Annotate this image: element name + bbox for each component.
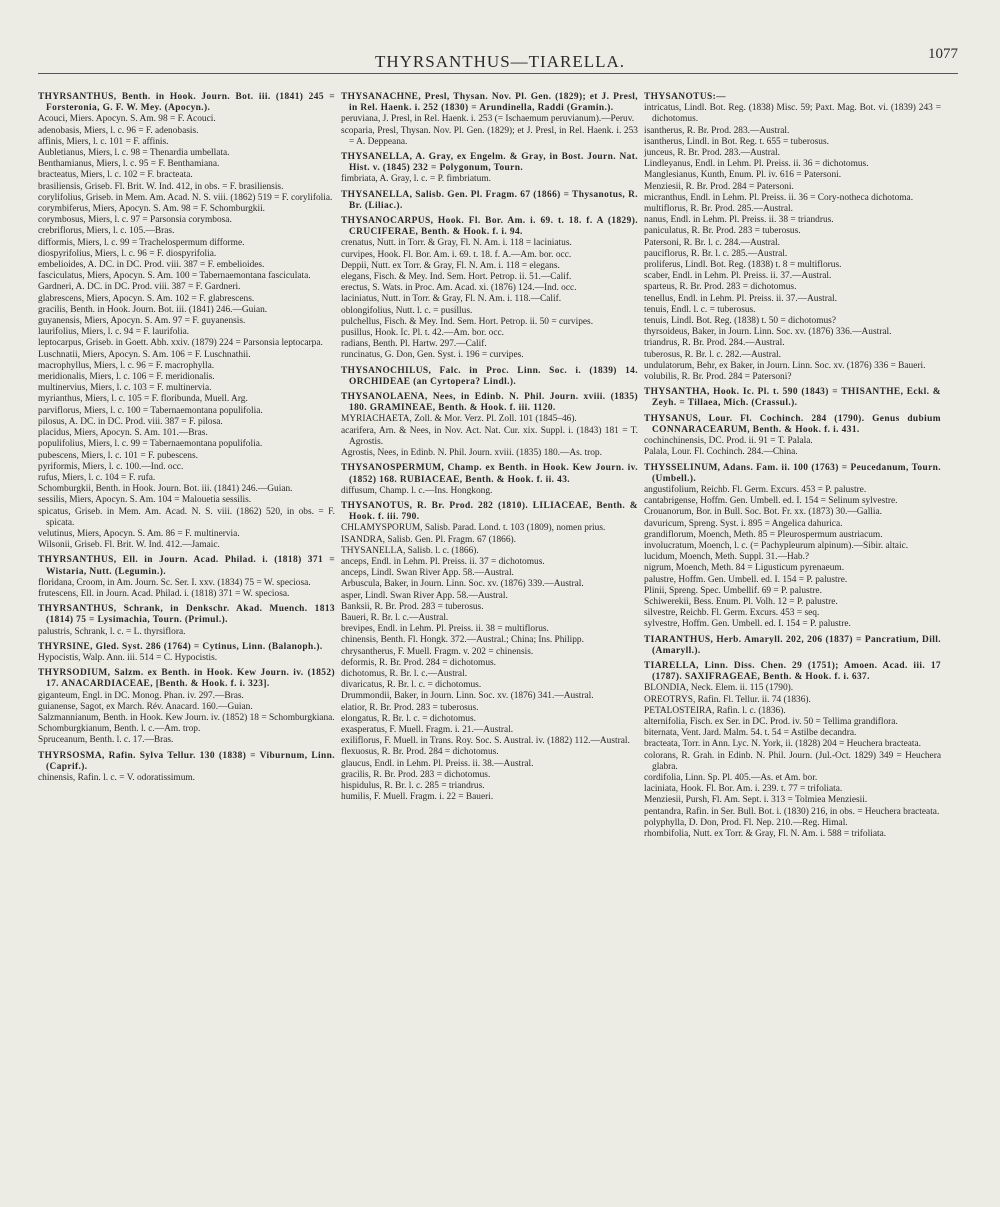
species-line: Manglesianus, Kunth, Enum. Pl. iv. 616 = Patersoni.: [644, 170, 842, 181]
species-line: Banksii, R. Br. Prod. 283 = tuberosus.: [341, 601, 484, 612]
species-line: intricatus, Lindl. Bot. Reg. (1838) Misc. 59; Paxt. Mag. Bot. vi. (1839) 243 = dichotomus.: [644, 103, 941, 125]
species-line: thyrsoideus, Baker, in Journ. Linn. Soc. xv. (1876) 336.—Austral.: [644, 327, 892, 338]
species-line: micranthus, Endl. in Lehm. Pl. Preiss. ii. 36 = Cory-notheca dichotoma.: [644, 192, 914, 203]
genus-heading: THYSANELLA, A. Gray, ex Engelm. & Gray, in Bost. Journ. Nat. Hist. v. (1845) 232 = Polygonum, Tourn.: [341, 152, 638, 174]
species-line: acarifera, Arn. & Nees, in Nov. Act. Nat. Cur. xix. Suppl. i. (1843) 181 = T. Agrostis.: [341, 425, 638, 447]
species-line: myrianthus, Miers, l. c. 105 = F. floribunda, Muell. Arg.: [38, 394, 248, 405]
species-line: proliferus, Lindl. Bot. Reg. (1838) t. 8 = multiflorus.: [644, 260, 842, 271]
species-line: affinis, Miers, l. c. 101 = F. affinis.: [38, 136, 169, 147]
species-line: cochinchinensis, DC. Prod. ii. 91 = T. Palala.: [644, 436, 813, 447]
species-line: Spruceanum, Benth. l. c. 17.—Bras.: [38, 735, 174, 746]
species-line: Menziesii, Pursh, Fl. Am. Sept. i. 313 = Tolmiea Menziesii.: [644, 795, 868, 806]
species-line: difformis, Miers, l. c. 99 = Trachelospermum difforme.: [38, 237, 245, 248]
species-line: grandiflorum, Moench, Meth. 85 = Pleurospermum austriacum.: [644, 529, 883, 540]
species-line: pulchellus, Fisch. & Mey. Ind. Sem. Hort. Petrop. ii. 50 = curvipes.: [341, 316, 594, 327]
species-line: diffusum, Champ. l. c.—Ins. Hongkong.: [341, 485, 493, 496]
species-line: laurifolius, Miers, l. c. 94 = F. laurifolia.: [38, 327, 190, 338]
species-line: asper, Lindl. Swan River App. 58.—Austral.: [341, 590, 508, 601]
species-line: multiflorus, R. Br. Prod. 285.—Austral.: [644, 204, 793, 215]
species-line: guianense, Sagot, ex March. Rév. Anacard. 160.—Guian.: [38, 701, 253, 712]
genus-entry: [38, 555, 335, 600]
species-line: angustifolium, Reichb. Fl. Germ. Excurs. 453 = P. palustre.: [644, 484, 867, 495]
genus-heading: THYRSANTHUS, Benth. in Hook. Journ. Bot. iii. (1841) 245 = Forsteronia, G. F. W. Mey. (Apocyn.).: [38, 92, 335, 114]
species-line: pilosus, A. DC. in DC. Prod. viii. 387 = F. pilosa.: [38, 416, 223, 427]
species-line: nigrum, Moench, Meth. 84 = Ligusticum pyrenaeum.: [644, 563, 845, 574]
species-line: populifolius, Miers, l. c. 99 = Tabernaemontana populifolia.: [38, 439, 263, 450]
species-line: deformis, R. Br. Prod. 284 = dichotomus.: [341, 657, 497, 668]
species-line: sparteus, R. Br. Prod. 283 = dichotomus.: [644, 282, 797, 293]
genus-heading: THYRSANTHUS, Ell. in Journ. Acad. Philad. i. (1818) 371 = Wistaria, Nutt. (Legumin.).: [38, 555, 335, 577]
species-line: junceus, R. Br. Prod. 283.—Austral.: [644, 148, 780, 159]
genus-entry: [38, 642, 335, 664]
genus-entry: [644, 92, 941, 383]
species-line: gracilis, Benth. in Hook. Journ. Bot. iii. (1841) 246.—Guian.: [38, 304, 268, 315]
species-line: placidus, Miers, Apocyn. S. Am. 101.—Bras.: [38, 428, 208, 439]
genus-heading: THYSANOLAENA, Nees, in Edinb. N. Phil. Journ. xviii. (1835) 180. GRAMINEAE, Benth. & Hook. f. iii. 1120.: [341, 392, 638, 414]
species-line: sylvestre, Hoffm. Gen. Umbell. ed. I. 154 = P. palustre.: [644, 619, 851, 630]
species-line: scaber, Endl. in Lehm. Pl. Preiss. ii. 37.—Austral.: [644, 271, 832, 282]
genus-heading: THYSANTHA, Hook. Ic. Pl. t. 590 (1843) = THISANTHE, Eckl. & Zeyh. = Tillaea, Mich. (Crassul.).: [644, 387, 941, 409]
species-line: OREOTRYS, Rafin. Fl. Tellur. ii. 74 (1836).: [644, 694, 811, 705]
species-line: palustris, Schrank, l. c. = L. thyrsiflora.: [38, 626, 186, 637]
column-2: [341, 92, 638, 1197]
species-line: elegans, Fisch. & Mey. Ind. Sem. Hort. Petrop. ii. 51.—Calif.: [341, 272, 572, 283]
genus-heading: THYRSINE, Gled. Syst. 286 (1764) = Cytinus, Linn. (Balanoph.).: [38, 641, 323, 652]
genus-heading: THYSANOSPERMUM, Champ. ex Benth. in Hook. Kew Journ. iv. (1852) 168. RUBIACEAE, Benth. & Hook. f. ii. 43.: [341, 463, 638, 485]
species-line: parviflorus, Miers, l. c. 100 = Tabernaemontana populifolia.: [38, 405, 263, 416]
species-line: paniculatus, R. Br. Prod. 283 = tuberosus.: [644, 226, 801, 237]
genus-heading: THYSANACHNE, Presl, Thysan. Nov. Pl. Gen. (1829); et J. Presl, in Rel. Haenk. i. 252 (1830) = Arundinella, Raddi (Gramin.).: [341, 92, 638, 114]
genus-entry: [341, 92, 638, 148]
species-line: BLONDIA, Neck. Elem. ii. 115 (1790).: [644, 683, 794, 694]
species-line: rhombifolia, Nutt. ex Torr. & Gray, Fl. N. Am. i. 588 = trifoliata.: [644, 829, 887, 839]
species-line: Crouanorum, Bor. in Bull. Soc. Bot. Fr. xx. (1873) 30.—Gallia.: [644, 507, 883, 518]
species-line: laciniata, Hook. Fl. Bor. Am. i. 239. t. 77 = trifoliata.: [644, 784, 843, 795]
species-line: elatior, R. Br. Prod. 283 = tuberosus.: [341, 702, 479, 713]
species-line: crebriflorus, Miers, l. c. 105.—Bras.: [38, 226, 175, 237]
species-line: oblongifolius, Nutt. l. c. = pusillus.: [341, 305, 473, 316]
species-line: tuberosus, R. Br. l. c. 282.—Austral.: [644, 349, 781, 360]
genus-entry: [38, 668, 335, 746]
species-line: alternifolia, Fisch. ex Ser. in DC. Prod. iv. 50 = Tellima grandiflora.: [644, 716, 898, 727]
species-line: meridionalis, Miers, l. c. 106 = F. meridionalis.: [38, 372, 215, 383]
species-line: peruviana, J. Presl, in Rel. Haenk. i. 253 (= Ischaemum peruvianum).—Peruv.: [341, 114, 635, 125]
species-line: involucratum, Moench, l. c. (= Pachypleurum alpinum).—Sibir. altaic.: [644, 540, 909, 551]
species-line: tenuis, Endl. l. c. = tuberosus.: [644, 304, 756, 315]
species-line: Agrostis, Nees, in Edinb. N. Phil. Journ. xviii. (1835) 180.—As. trop.: [341, 448, 602, 459]
species-line: brasiliensis, Griseb. Fl. Brit. W. Ind. 412, in obs. = F. brasiliensis.: [38, 181, 284, 192]
species-line: Palala, Lour. Fl. Cochinch. 284.—China.: [644, 447, 798, 458]
species-line: leptocarpus, Griseb. in Goett. Abh. xxiv. (1879) 224 = Parsonsia leptocarpa.: [38, 338, 323, 349]
text-columns: [38, 92, 958, 1197]
genus-entry: [341, 190, 638, 212]
genus-entry: [38, 92, 335, 551]
species-line: erectus, S. Wats. in Proc. Am. Acad. xi. (1876) 124.—Ind. occ.: [341, 283, 577, 294]
species-line: Arbuscula, Baker, in Journ. Linn. Soc. xv. (1876) 339.—Austral.: [341, 579, 584, 590]
species-line: biternata, Vent. Jard. Malm. 54. t. 54 = Astilbe decandra.: [644, 728, 857, 739]
species-line: diospyrifolius, Miers, l. c. 96 = F. diospyrifolia.: [38, 248, 217, 259]
species-line: chinensis, Rafin. l. c. = V. odoratissimum.: [38, 772, 196, 783]
species-line: palustre, Hoffm. Gen. Umbell. ed. I. 154 = P. palustre.: [644, 574, 848, 585]
species-line: guyanensis, Miers, Apocyn. S. Am. 97 = F. guyanensis.: [38, 316, 246, 327]
species-line: macrophyllus, Miers, l. c. 96 = F. macrophylla.: [38, 360, 215, 371]
species-line: Schiwerekii, Bess. Enum. Pl. Volh. 12 = P. palustre.: [644, 596, 838, 607]
species-line: CHLAMYSPORUM, Salisb. Parad. Lond. t. 103 (1809), nomen prius.: [341, 523, 606, 534]
species-line: polyphylla, D. Don, Prod. Fl. Nep. 210.—Reg. Himal.: [644, 817, 848, 828]
genus-entry: [341, 152, 638, 186]
species-line: MYRIACHAETA, Zoll. & Mor. Verz. Pl. Zoll. 101 (1845–46).: [341, 414, 577, 425]
genus-entry: [644, 463, 941, 631]
genus-heading: TIARANTHUS, Herb. Amaryll. 202, 206 (1837) = Pancratium, Dill. (Amaryll.).: [644, 634, 941, 656]
genus-heading: THYRSODIUM, Salzm. ex Benth. in Hook. Kew Journ. iv. (1852) 17. ANACARDIACEAE, [Benth. & Hook. f. i. 323].: [38, 668, 335, 690]
species-line: Salzmannianum, Benth. in Hook. Kew Journ. iv. (1852) 18 = Schomburgkiana.: [38, 712, 335, 723]
species-line: pusillus, Hook. Ic. Pl. t. 42.—Am. bor. occ.: [341, 328, 505, 339]
species-line: pyriformis, Miers, l. c. 100.—Ind. occ.: [38, 461, 184, 472]
species-line: Lindleyanus, Endl. in Lehm. Pl. Preiss. ii. 36 = dichotomus.: [644, 159, 869, 170]
species-line: colorans, R. Grah. in Edinb. N. Phil. Journ. (Jul.-Oct. 1829) 349 = Heuchera glabra.: [644, 750, 941, 772]
species-line: Gardneri, A. DC. in DC. Prod. viii. 387 = F. Gardneri.: [38, 282, 241, 293]
species-line: bracteatus, Miers, l. c. 102 = F. bracteata.: [38, 170, 193, 181]
species-line: Wilsonii, Griseb. Fl. Brit. W. Ind. 412.—Jamaic.: [38, 540, 220, 551]
genus-heading: THYSANOTUS:—: [644, 92, 726, 102]
species-line: brevipes, Endl. in Lehm. Pl. Preiss. ii. 38 = multiflorus.: [341, 624, 549, 635]
species-line: anceps, Endl. in Lehm. Pl. Preiss. ii. 37 = dichotomus.: [341, 556, 545, 567]
species-line: elongatus, R. Br. l. c. = dichotomus.: [341, 713, 476, 724]
genus-heading: THYRSOSMA, Rafin. Sylva Tellur. 130 (1838) = Viburnum, Linn. (Caprif.).: [38, 750, 335, 772]
genus-heading: THYSSELINUM, Adans. Fam. ii. 100 (1763) = Peucedanum, Tourn. (Umbell.).: [644, 462, 941, 484]
species-line: chrysantherus, F. Muell. Fragm. v. 202 = chinensis.: [341, 646, 534, 657]
page-number: 1077: [928, 46, 958, 62]
species-line: corymbosus, Miers, l. c. 97 = Parsonsia corymbosa.: [38, 215, 232, 226]
genus-entry: [341, 216, 638, 362]
genus-entry: [644, 635, 941, 657]
species-line: Baueri, R. Br. l. c.—Austral.: [341, 612, 449, 623]
species-line: pauciflorus, R. Br. l. c. 285.—Austral.: [644, 248, 788, 259]
genus-heading: THYRSANTHUS, Schrank, in Denkschr. Akad. Muench. 1813 (1814) 75 = Lysimachia, Tourn. (Primul.).: [38, 604, 335, 626]
genus-entry: [644, 414, 941, 459]
species-line: fimbriata, A. Gray, l. c. = P. fimbriatum.: [341, 174, 491, 185]
genus-entry: [341, 366, 638, 388]
species-line: davuricum, Spreng. Syst. i. 895 = Angelica dahurica.: [644, 518, 843, 529]
species-line: spicatus, Griseb. in Mem. Am. Acad. N. S. viii. (1862) 520, in obs. = F. spicata.: [38, 506, 335, 528]
genus-entry: [341, 463, 638, 497]
genus-entry: [341, 392, 638, 459]
species-line: frutescens, Ell. in Journ. Acad. Philad. i. (1818) 371 = W. speciosa.: [38, 588, 290, 599]
genus-heading: THYSANUS, Lour. Fl. Cochinch. 284 (1790). Genus dubium CONNARACEARUM, Benth. & Hook. f. i. 431.: [644, 413, 941, 435]
species-line: undulatorum, Behr, ex Baker, in Journ. Linn. Soc. xv. (1876) 336 = Baueri.: [644, 360, 926, 371]
species-line: curvipes, Hook. Fl. Bor. Am. i. 69. t. 18. f. A.—Am. bor. occ.: [341, 249, 572, 260]
species-line: Aubletianus, Miers, l. c. 98 = Thenardia umbellata.: [38, 148, 230, 159]
species-line: pubescens, Miers, l. c. 101 = F. pubescens.: [38, 450, 198, 461]
species-line: rufus, Miers, l. c. 104 = F. rufa.: [38, 472, 156, 483]
species-line: chinensis, Benth. Fl. Hongk. 372.—Austral.; China; Ins. Philipp.: [341, 635, 584, 646]
genus-heading: THYSANOCHILUS, Falc. in Proc. Linn. Soc. i. (1839) 14. ORCHIDEAE (an Cyrtopera? Lindl.).: [341, 365, 638, 387]
species-line: volubilis, R. Br. Prod. 284 = Patersoni?: [644, 372, 792, 383]
species-line: tenuis, Lindl. Bot. Reg. (1838) t. 50 = dichotomus?: [644, 316, 836, 327]
species-line: bracteata, Torr. in Ann. Lyc. N. York, ii. (1828) 204 = Heuchera bracteata.: [644, 739, 922, 750]
species-line: Benthamianus, Miers, l. c. 95 = F. Benthamiana.: [38, 159, 220, 170]
species-line: silvestre, Reichb. Fl. Germ. Excurs. 453 = seq.: [644, 608, 820, 619]
species-line: Patersoni, R. Br. l. c. 284.—Austral.: [644, 237, 780, 248]
column-1: [38, 92, 335, 1197]
species-line: corymbiferus, Miers, Apocyn. S. Am. 98 = F. Schomburgkii.: [38, 204, 266, 215]
species-line: Menziesii, R. Br. Prod. 284 = Patersoni.: [644, 181, 794, 192]
genus-entry: [38, 751, 335, 785]
species-line: scoparia, Presl, Thysan. Nov. Pl. Gen. (1829); et J. Presl, in Rel. Haenk. i. 253 = A. Deppeana.: [341, 125, 638, 147]
species-line: nanus, Endl. in Lehm. Pl. Preiss. ii. 38 = triandrus.: [644, 215, 834, 226]
species-line: radians, Benth. Pl. Hartw. 297.—Calif.: [341, 339, 487, 350]
species-line: exiliflorus, F. Muell. in Trans. Roy. Soc. S. Austral. iv. (1882) 112.—Austral.: [341, 736, 630, 747]
species-line: isantherus, R. Br. Prod. 283.—Austral.: [644, 125, 790, 136]
species-line: floridana, Croom, in Am. Journ. Sc. Ser. I. xxv. (1834) 75 = W. speciosa.: [38, 577, 311, 588]
species-line: Drummondii, Baker, in Journ. Linn. Soc. xv. (1876) 341.—Austral.: [341, 691, 594, 702]
species-line: Luschnatii, Miers, Apocyn. S. Am. 106 = F. Luschnathii.: [38, 349, 251, 360]
species-line: dichotomus, R. Br. l. c.—Austral.: [341, 668, 468, 679]
species-line: velutinus, Miers, Apocyn. S. Am. 86 = F. multinervia.: [38, 528, 240, 539]
species-line: laciniatus, Nutt. in Torr. & Gray, Fl. N. Am. i. 118.—Calif.: [341, 294, 562, 305]
species-line: gracilis, R. Br. Prod. 283 = dichotomus.: [341, 769, 491, 780]
species-line: Deppii, Nutt. ex Torr. & Gray, Fl. N. Am. i. 118 = elegans.: [341, 260, 560, 271]
species-line: glaucus, Endl. in Lehm. Pl. Preiss. ii. 38.—Austral.: [341, 758, 534, 769]
header-rule: [38, 73, 958, 74]
genus-entry: [644, 387, 941, 409]
species-line: glabrescens, Miers, Apocyn. S. Am. 102 = F. glabrescens.: [38, 293, 255, 304]
species-line: Schomburgkianum, Benth. l. c.—Am. trop.: [38, 724, 201, 735]
species-line: Hypocistis, Walp. Ann. iii. 514 = C. Hypocistis.: [38, 652, 218, 663]
species-line: runcinatus, G. Don, Gen. Syst. i. 196 = curvipes.: [341, 350, 524, 361]
genus-heading: TIARELLA, Linn. Diss. Chen. 29 (1751); Amoen. Acad. iii. 17 (1787). SAXIFRAGEAE, Benth. & Hook. f. i. 637.: [644, 660, 941, 683]
running-title: THYRSANTHUS—TIARELLA.: [374, 52, 626, 71]
species-line: THYSANELLA, Salisb. l. c. (1866).: [341, 545, 479, 556]
species-line: giganteum, Engl. in DC. Monog. Phan. iv. 297.—Bras.: [38, 690, 244, 701]
species-line: exasperatus, F. Muell. Fragm. i. 21.—Austral.: [341, 724, 514, 735]
species-line: triandrus, R. Br. Prod. 284.—Austral.: [644, 338, 785, 349]
genus-entry: [341, 501, 638, 803]
species-line: corylifolius, Griseb. in Mem. Am. Acad. N. S. viii. (1862) 519 = F. corylifolia.: [38, 192, 333, 203]
species-line: anceps, Lindl. Swan River App. 58.—Austral.: [341, 568, 514, 579]
species-line: Acouci, Miers. Apocyn. S. Am. 98 = F. Acouci.: [38, 114, 216, 125]
species-line: tenellus, Endl. in Lehm. Pl. Preiss. ii. 37.—Austral.: [644, 293, 837, 304]
genus-entry: [644, 661, 941, 840]
column-3: [644, 92, 941, 1197]
species-line: lucidum, Moench, Meth. Suppl. 31.—Hab.?: [644, 552, 810, 563]
genus-heading: THYSANELLA, Salisb. Gen. Pl. Fragm. 67 (1866) = Thysanotus, R. Br. (Liliac.).: [341, 189, 638, 211]
species-line: divaricatus, R. Br. l. c. = dichotomus.: [341, 680, 482, 691]
species-line: cordifolia, Linn. Sp. Pl. 405.—As. et Am. bor.: [644, 772, 818, 783]
species-line: isantherus, Lindl. in Bot. Reg. t. 655 = tuberosus.: [644, 136, 829, 147]
species-line: PETALOSTEIRA, Rafin. l. c. (1836).: [644, 705, 786, 716]
species-line: sessilis, Miers, Apocyn. S. Am. 104 = Malouetia sessilis.: [38, 495, 252, 506]
page-header: [0, 38, 1000, 78]
species-line: adenobasis, Miers, l. c. 96 = F. adenobasis.: [38, 125, 199, 136]
genus-heading: THYSANOCARPUS, Hook. Fl. Bor. Am. i. 69. t. 18. f. A (1829). CRUCIFERAE, Benth. & Hook. f. i. 94.: [341, 216, 638, 238]
species-line: humilis, F. Muell. Fragm. i. 22 = Baueri.: [341, 792, 494, 803]
species-line: embelioides, A. DC. in DC. Prod. viii. 387 = F. embelioides.: [38, 260, 265, 271]
species-line: flexuosus, R. Br. Prod. 284 = dichotomus.: [341, 747, 499, 758]
genus-entry: [38, 604, 335, 638]
species-line: Schomburgkii, Benth. in Hook. Journ. Bot. iii. (1841) 246.—Guian.: [38, 484, 293, 495]
species-line: crenatus, Nutt. in Torr. & Gray, Fl. N. Am. i. 118 = laciniatus.: [341, 238, 572, 249]
species-line: fasciculatus, Miers, Apocyn. S. Am. 100 = Tabernaemontana fasciculata.: [38, 271, 311, 282]
species-line: multinervius, Miers, l. c. 103 = F. multinervia.: [38, 383, 212, 394]
species-line: cantabrigense, Hoffm. Gen. Umbell. ed. I. 154 = Selinum sylvestre.: [644, 496, 898, 507]
genus-heading: THYSANOTUS, R. Br. Prod. 282 (1810). LILIACEAE, Benth. & Hook. f. iii. 790.: [341, 500, 638, 523]
species-line: hispidulus, R. Br. l. c. 285 = triandrus.: [341, 780, 485, 791]
species-line: Plinii, Spreng. Spec. Umbellif. 69 = P. palustre.: [644, 585, 822, 596]
species-line: ISANDRA, Salisb. Gen. Pl. Fragm. 67 (1866).: [341, 534, 516, 545]
species-line: pentandra, Rafin. in Ser. Bull. Bot. i. (1830) 216, in obs. = Heuchera bracteata.: [644, 806, 940, 817]
